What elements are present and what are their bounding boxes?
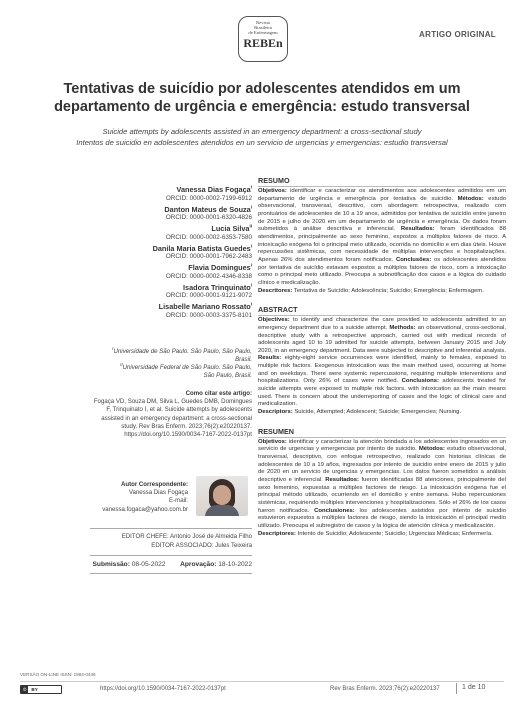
- author-orcid[interactable]: ORCID: 0000-0001-6320-4826: [165, 214, 252, 222]
- author-entry: [100, 303, 252, 319]
- affiliations: [110, 345, 252, 380]
- section-body: Objectives: to identify and characterize the care provided to adolescents admitted to an emergency department due to a suicide attempt. Methods: an observational, cross-sectional, descriptive study with a retrospective approach, carried out with medical records of adolescents aged 10 to 19 admitted for suicide attempts, between January 2015 and July 2020, in an emergency department. Data were subjected to descriptive and inferential analysis. Results: eighty-eight service occurrences were identified, mainly to females, exposed to multiple risk factors. Exogenous intoxication was the main method used, occurring at home and on weekdays. There were systemic repercussions, requiring multiple interventions and hospitalizations. Only 26% of cases were notified. Conclusions: adolescents treated for suicide attempts were exposed to multiple risk factors, with intoxication as the main means used. There is concern about the underreporting of cases and the logic of clinical care and medicalization. Descriptors: Suicide, Attempted; Adolescent; Suicide; Emergencies; Nursing.: [258, 317, 507, 416]
- cc-icon: ©: [23, 687, 27, 692]
- author-orcid[interactable]: ORCID: 0000-0002-4346-8338: [165, 272, 252, 280]
- corresponding-email[interactable]: E-mail: vanessa.fogaca@yahoo.com.br: [102, 497, 188, 513]
- footer-journal-ref: Rev Bras Enferm. 2023;76(2):e20220137: [330, 686, 440, 692]
- logo-line: de Enfermagem: [248, 30, 278, 36]
- logo-line: Brasileira: [254, 25, 272, 31]
- author-name: Lucia Silva$^{II}$: [211, 223, 252, 234]
- editor-associate: EDITOR ASSOCIADO: Jules Teixeira: [151, 541, 252, 549]
- editor-chief: EDITOR CHEFE: Antonio José de Almeida Filho: [121, 533, 252, 540]
- author-entry: [100, 206, 252, 222]
- citation-text: Fogaça VD, Souza DM, Silva L, Guedes DMB, Domingues F, Trinquinato I, et al. Suicide attempts by adolescents assisted in an emergency department: a cross-sectional study. Rev Bras Enferm. 2023;76(2):e20220137. https://doi.org/10.1590/0034-7167-2022-0137pt: [93, 398, 252, 439]
- citation-block: [90, 390, 252, 439]
- section-heading: RESUMO: [258, 176, 506, 187]
- author-orcid[interactable]: ORCID: 0000-0002-7199-6912: [165, 194, 252, 202]
- author-orcid[interactable]: ORCID: 0000-0001-7962-2483: [165, 253, 252, 261]
- section-body: Objetivos: identificar y caracterizar la atención brindada a los adolescentes ingresados en un servicio de urgencias y emergencias por intento de suicidio. Métodos: estudio observacional, transversal, descriptivo, con enfoque retrospectivo, realizado con historias clínicas de adolescentes de 10 a 19 años, ingresados por intento de suicidio entre enero de 2015 y julio de 2020 en un servicio de urgencias y emergencias. Los datos fueron sometidos a análisis descriptivo e inferencial. Resultados: fueron identificadas 88 atenciones, principalmente del sexo femenino, expuestas a múltiples factores de riesgo. La intoxicación exógena fue el principal método utilizado, ocurriendo en el domicilio y entre semana. Hubo repercusiones sistémicas, requiriendo múltiples intervenciones y hospitalizaciones. Sólo el 26% de los casos fueron notificados. Conclusiones: los adolescentes asistidos por intento de suicidio estuvieron expuestos a múltiples factores de riesgo, siendo la intoxicación el principal medio utilizado. Preocupa el subregistro de casos y la lógica de atención clínica y medicalización. Descriptores: Intento de Suicidio; Adolescente; Suicidio; Urgencias Médicas; Enfermería.: [258, 438, 506, 537]
- author-orcid[interactable]: ORCID: 0000-0003-3375-8101: [165, 312, 252, 320]
- license-label: BY: [31, 687, 38, 692]
- affiliation-item: $^{II}$Universidade Federal de São Paulo. São Paulo, São Paulo, Brasil.: [120, 361, 252, 379]
- divider: [90, 528, 252, 529]
- translated-titles: [20, 127, 504, 148]
- author-name: Isadora Trinquinato$^I$: [183, 282, 252, 292]
- section-heading: RESUMEN: [258, 427, 506, 438]
- title-english: Suicide attempts by adolescents assisted in an emergency department: a cross-sectional study: [102, 127, 422, 136]
- editors-block: [90, 533, 252, 550]
- approval-label: Aprovação:: [180, 561, 217, 568]
- abstract-section-es: [258, 427, 506, 539]
- author-entry: [100, 245, 252, 261]
- title-spanish: Intentos de suicidio en adolescentes atendidos en un servicio de urgencias y emergencias: estudio transversal: [76, 137, 448, 147]
- author-name: Danila Maria Batista Guedes$^I$: [152, 243, 252, 253]
- submission-label: Submissão:: [92, 561, 130, 568]
- journal-logo: [238, 16, 288, 62]
- abstract-section-pt: [258, 176, 506, 295]
- author-name: Flavia Domingues$^I$: [188, 262, 252, 273]
- author-list: [100, 186, 252, 323]
- article-type: ARTIGO ORIGINAL: [419, 30, 496, 39]
- issn-label: VERSÃO ON-LINE ISSN: 1984-0446: [20, 672, 96, 677]
- dates-block: [60, 561, 252, 568]
- logo-line: Revista: [256, 20, 270, 25]
- corresponding-author: [90, 481, 188, 514]
- footer-separator: [456, 683, 457, 694]
- author-photo: [196, 476, 248, 516]
- author-entry: [100, 284, 252, 300]
- author-name: Lisabelle Mariano Rossato$^I$: [158, 302, 252, 312]
- author-entry: [100, 225, 252, 241]
- abstracts-column: [258, 176, 506, 548]
- footer-doi-link[interactable]: https://doi.org/10.1590/0034-7167-2022-0137pt: [100, 686, 226, 692]
- divider: [90, 555, 252, 556]
- citation-heading: Como citar este artigo:: [185, 390, 252, 397]
- logo-wordmark: REBEn: [243, 35, 283, 50]
- submission-date: 08-05-2022: [131, 561, 166, 568]
- approval-date: 18-10-2022: [218, 561, 252, 568]
- footer-divider: [20, 681, 504, 682]
- section-body: Objetivos: identificar e caracterizar os atendimentos aos adolescentes admitidos em um departamento de urgência e emergência por tentativa de suicídio. Métodos: estudo observacional, transversal, descritivo, com abordagem retrospectiva, realizado com prontuários de adolescentes de 10 a 19 anos, admitidos por tentativa de suicídio entre janeiro de 2015 e julho de 2020 em um departamento de urgência e emergência. Os dados foram submetidos à análise descritiva e inferencial. Resultados: foram identificados 88 atendimentos, principalmente ao sexo feminino, expostos a múltiplos fatores de risco. A intoxicação exógena foi o principal meio utilizado, ocorrida no domicílio e em dias úteis. Houve repercussões sistêmicas, com necessidade de múltiplas intervenções e hospitalizações. Apenas 26% dos atendimentos foram notificados. Conclusões: os adolescentes atendidos por tentativa de suicídio estavam expostos a múltiplos fatores de risco, com a intoxicação como o principal meio utilizado. Preocupa a subnotificação dos casos e a lógica do cuidado clínico e medicalização. Descritores: Tentativa de Suicídio; Adolescência; Suicídio; Emergência; Enfermagem.: [258, 188, 506, 294]
- cc-license-badge[interactable]: [20, 685, 62, 694]
- corresponding-heading: Autor Correspondente:: [120, 481, 188, 488]
- author-entry: [100, 186, 252, 202]
- abstract-section-en: [258, 305, 506, 417]
- corresponding-name: Vanessa Dias Fogaça: [128, 489, 188, 497]
- section-heading: ABSTRACT: [258, 305, 506, 316]
- page-number: 1 de 10: [462, 684, 486, 691]
- author-name: Danton Mateus de Souza$^I$: [164, 204, 252, 214]
- affiliation-item: $^I$Universidade de São Paulo. São Paulo, São Paulo, Brasil.: [112, 345, 252, 363]
- author-name: Vanessa Dias Fogaça$^I$: [176, 184, 252, 194]
- article-title: Tentativas de suicídio por adolescentes atendidos em um departamento de urgência e emergência: estudo transversal: [54, 81, 470, 115]
- divider: [90, 573, 252, 574]
- author-orcid[interactable]: ORCID: 0000-0001-9121-9072: [165, 292, 252, 300]
- author-entry: [100, 264, 252, 280]
- author-orcid[interactable]: ORCID: 0000-0002-6353-7580: [165, 233, 252, 241]
